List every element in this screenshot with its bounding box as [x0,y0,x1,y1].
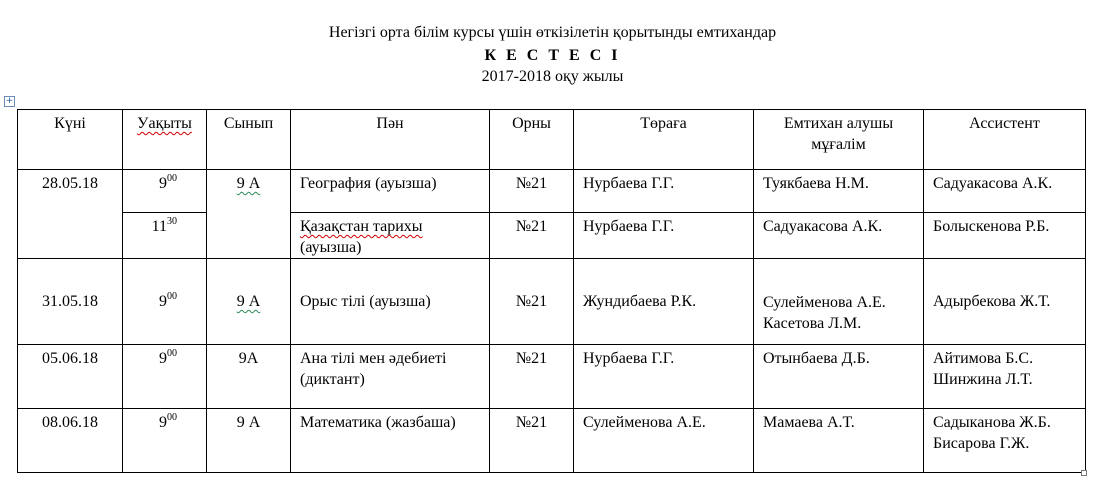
exam-schedule-table [17,109,1086,473]
table-row [18,259,1086,345]
cell-chair: Нурбаева Г.Г. [574,213,754,259]
cell-chair: Сулейменова А.Е. [574,409,754,473]
cell-chair: Нурбаева Г.Г. [574,170,754,213]
document-heading: К Е С Т Е С І [484,47,621,64]
cell-subject: Орыс тілі (ауызша) [291,259,490,345]
cell-time: $9^{00}$ [123,259,207,345]
cell-assistant: Болыскенова Р.Б. [924,213,1086,259]
cell-assistant: Садуакасова А.К. [924,170,1086,213]
cell-chair: Нурбаева Г.Г. [574,345,754,409]
cell-place: №21 [490,345,574,409]
cell-subject: География (ауызша) [291,170,490,213]
cell-assistant: Адырбекова Ж.Т. [924,259,1086,345]
cell-time: $9^{00}$ [123,345,207,409]
header-time: Уақыты [123,110,207,170]
cell-place: №21 [490,213,574,259]
cell-place: №21 [490,409,574,473]
cell-class: 9А [207,345,291,409]
cell-assistant: Айтимова Б.С. Шинжина Л.Т. [924,345,1086,409]
table-row [18,409,1086,473]
cell-subject: Математика (жазбаша) [291,409,490,473]
cell-place: №21 [490,170,574,213]
header-teacher: Емтихан алушы мұғалім [754,110,924,170]
cell-time: $11^{30}$ [123,213,207,259]
cell-date: 05.06.18 [18,345,123,409]
cell-time: $9^{00}$ [123,409,207,473]
cell-assistant: Садыканова Ж.Б. Бисарова Г.Ж. [924,409,1086,473]
cell-teacher: Сулейменова А.Е. Касетова Л.М. [754,259,924,345]
table-row [18,213,1086,259]
document-title: Негізгі орта білім курсы үшін өткізілетін қорытынды емтихандар [328,24,777,41]
table-header-row [18,110,1086,170]
cell-date: 08.06.18 [18,409,123,473]
cell-teacher: Отынбаева Д.Б. [754,345,924,409]
cell-subject: Қазақстан тарихы (ауызша) [291,213,490,259]
cell-teacher: Мамаева А.Т. [754,409,924,473]
cell-subject: Ана тілі мен әдебиеті (диктант) [291,345,490,409]
cell-date: 31.05.18 [18,259,123,345]
header-subject: Пән [291,110,490,170]
header-chair: Төраға [574,110,754,170]
cell-teacher: Садуакасова А.К. [754,213,924,259]
cell-class: 9 А [207,259,291,345]
header-class: Сынып [207,110,291,170]
academic-year: 2017-2018 оқу жылы [481,68,624,85]
table-move-icon[interactable]: + [5,96,14,106]
header-day: Күні [18,110,123,170]
table-row [18,170,1086,213]
cell-date: 28.05.18 [18,170,123,259]
cell-teacher: Туякбаева Н.М. [754,170,924,213]
cell-class: 9 А [207,170,291,259]
cell-chair: Жундибаева Р.К. [574,259,754,345]
cell-place: №21 [490,259,574,345]
header-place: Орны [490,110,574,170]
table-resize-handle[interactable] [1081,470,1087,476]
cell-time: $9^{00}$ [123,170,207,213]
table-row [18,345,1086,409]
cell-class: 9 А [207,409,291,473]
header-assistant: Ассистент [924,110,1086,170]
